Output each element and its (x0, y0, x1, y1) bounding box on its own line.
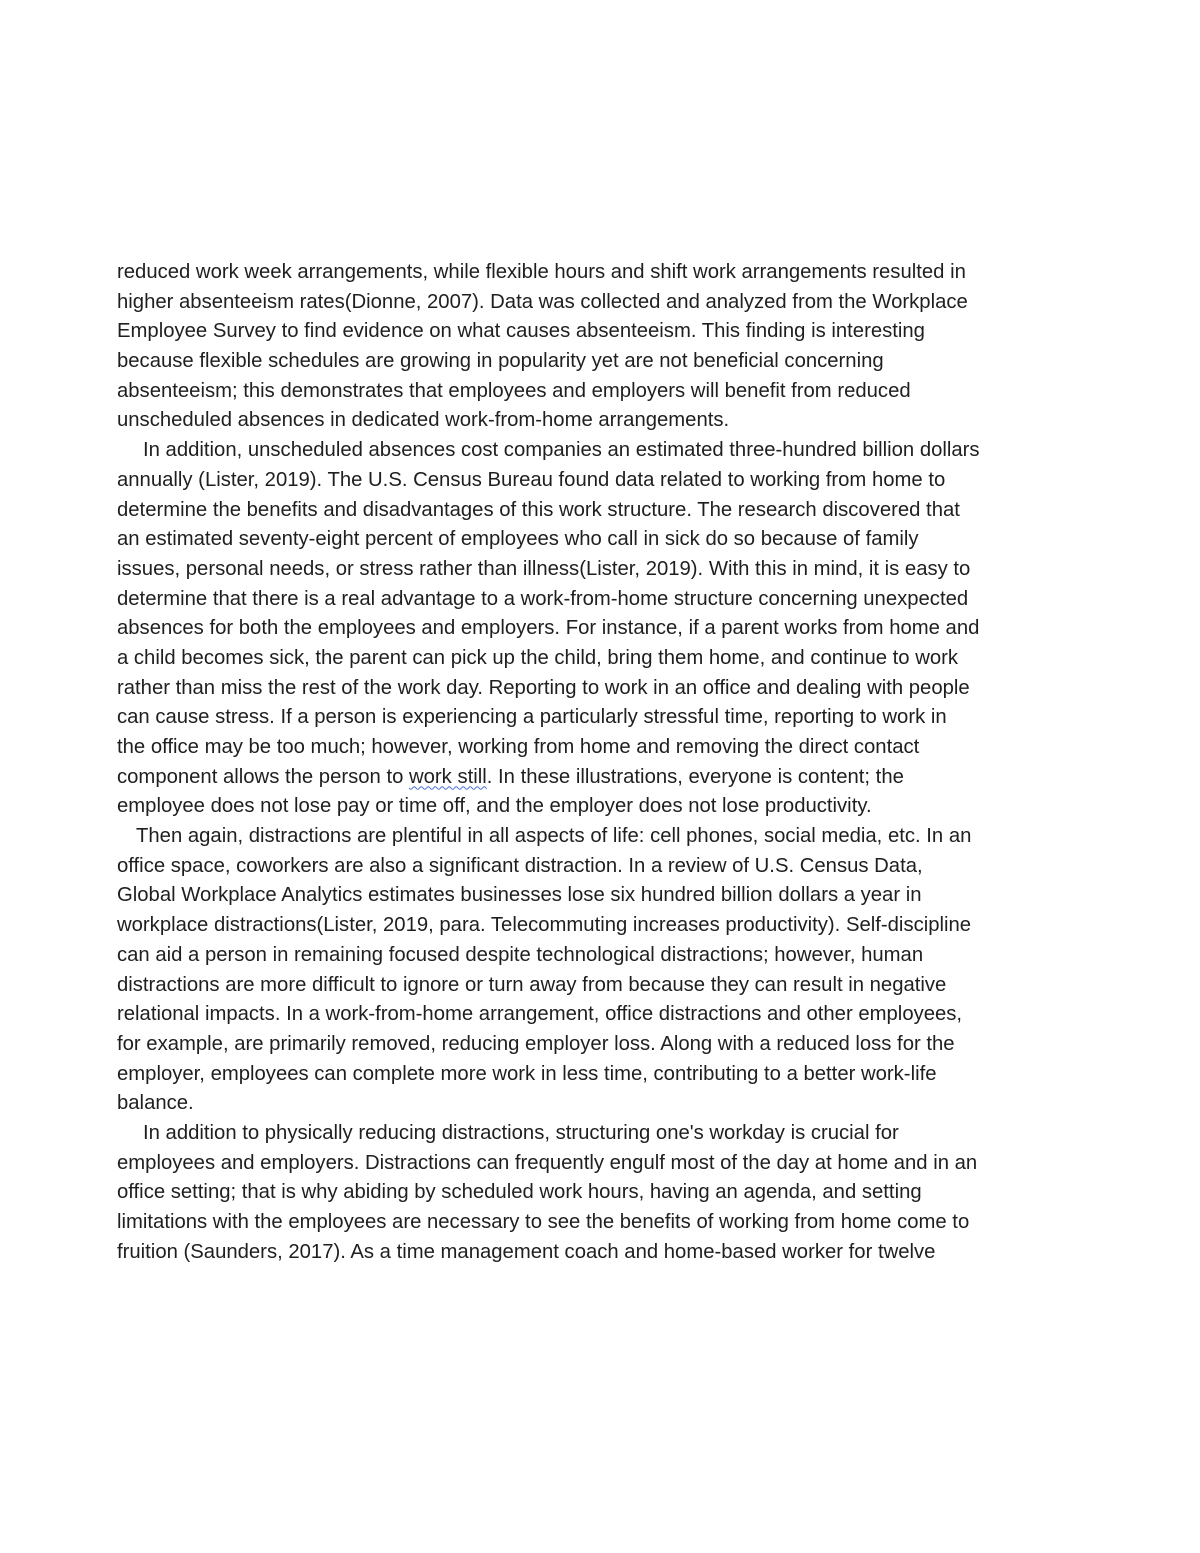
text-line: rather than miss the rest of the work day. Reporting to work in an office and dealing with people (117, 676, 970, 699)
text-line: distractions are more difficult to ignore or turn away from because they can result in negative (117, 973, 947, 996)
text-line-with-grammar-flag (117, 763, 1077, 793)
text-line: Employee Survey to find evidence on what causes absenteeism. This finding is interesting (117, 320, 925, 343)
text-line: employee does not lose pay or time off, and the employer does not lose productivity. (117, 795, 872, 818)
grammar-flagged-phrase[interactable]: work still (409, 765, 487, 788)
text-line: employees and employers. Distractions can frequently engulf most of the day at home and in an (117, 1151, 978, 1174)
text-line: office space, coworkers are also a significant distraction. In a review of U.S. Census Data, (117, 854, 923, 877)
text-line: determine the benefits and disadvantages of this work structure. The research discovered that (117, 498, 960, 521)
text-line: an estimated seventy-eight percent of employees who call in sick do so because of family (117, 528, 919, 551)
text-line: because flexible schedules are growing in popularity yet are not beneficial concerning (117, 350, 884, 373)
text-line: reduced work week arrangements, while flexible hours and shift work arrangements resulted in (117, 261, 966, 283)
text-line: absenteeism; this demonstrates that employees and employers will benefit from reduced (117, 379, 911, 402)
text-line: for example, are primarily removed, reducing employer loss. Along with a reduced loss for the (117, 1032, 955, 1055)
text-segment: component allows the person to (117, 765, 409, 788)
text-line: balance. (117, 1092, 194, 1115)
text-line: determine that there is a real advantage to a work-from-home structure concerning unexpected (117, 587, 969, 610)
paragraph-first-line: In addition to physically reducing distractions, structuring one's workday is crucial for (143, 1121, 899, 1144)
text-line: relational impacts. In a work-from-home arrangement, office distractions and other employees, (117, 1003, 963, 1026)
paragraph-first-line: Then again, distractions are plentiful in all aspects of life: cell phones, social media, etc. In an (136, 825, 972, 848)
text-line: absences for both the employees and employers. For instance, if a parent works from home and (117, 617, 980, 640)
text-line: annually (Lister, 2019). The U.S. Census Bureau found data related to working from home to (117, 468, 946, 491)
text-line: Global Workplace Analytics estimates businesses lose six hundred billion dollars a year in (117, 884, 922, 907)
text-line: fruition (Saunders, 2017). As a time management coach and home-based worker for twelve (117, 1240, 936, 1263)
text-line: office setting; that is why abiding by scheduled work hours, having an agenda, and setting (117, 1181, 922, 1204)
text-line: issues, personal needs, or stress rather than illness(Lister, 2019). With this in mind, it is easy to (117, 557, 971, 580)
text-line: can aid a person in remaining focused despite technological distractions; however, human (117, 943, 924, 966)
text-line: limitations with the employees are necessary to see the benefits of working from home come to (117, 1211, 970, 1233)
text-line: unscheduled absences in dedicated work-from-home arrangements. (117, 409, 730, 432)
text-line: the office may be too much; however, working from home and removing the direct contact (117, 736, 920, 758)
document-body (117, 258, 1077, 1267)
text-line: employer, employees can complete more work in less time, contributing to a better work-life (117, 1062, 937, 1085)
paragraph-first-line: In addition, unscheduled absences cost companies an estimated three-hundred billion dollars (143, 439, 980, 462)
text-segment: . In these illustrations, everyone is content; the (486, 765, 904, 788)
text-line: workplace distractions(Lister, 2019, para. Telecommuting increases productivity). Self-discipline (117, 914, 972, 937)
text-line: can cause stress. If a person is experiencing a particularly stressful time, reporting to work in (117, 706, 947, 729)
text-line: higher absenteeism rates(Dionne, 2007). Data was collected and analyzed from the Workplace (117, 290, 968, 313)
text-line: a child becomes sick, the parent can pick up the child, bring them home, and continue to work (117, 646, 959, 669)
